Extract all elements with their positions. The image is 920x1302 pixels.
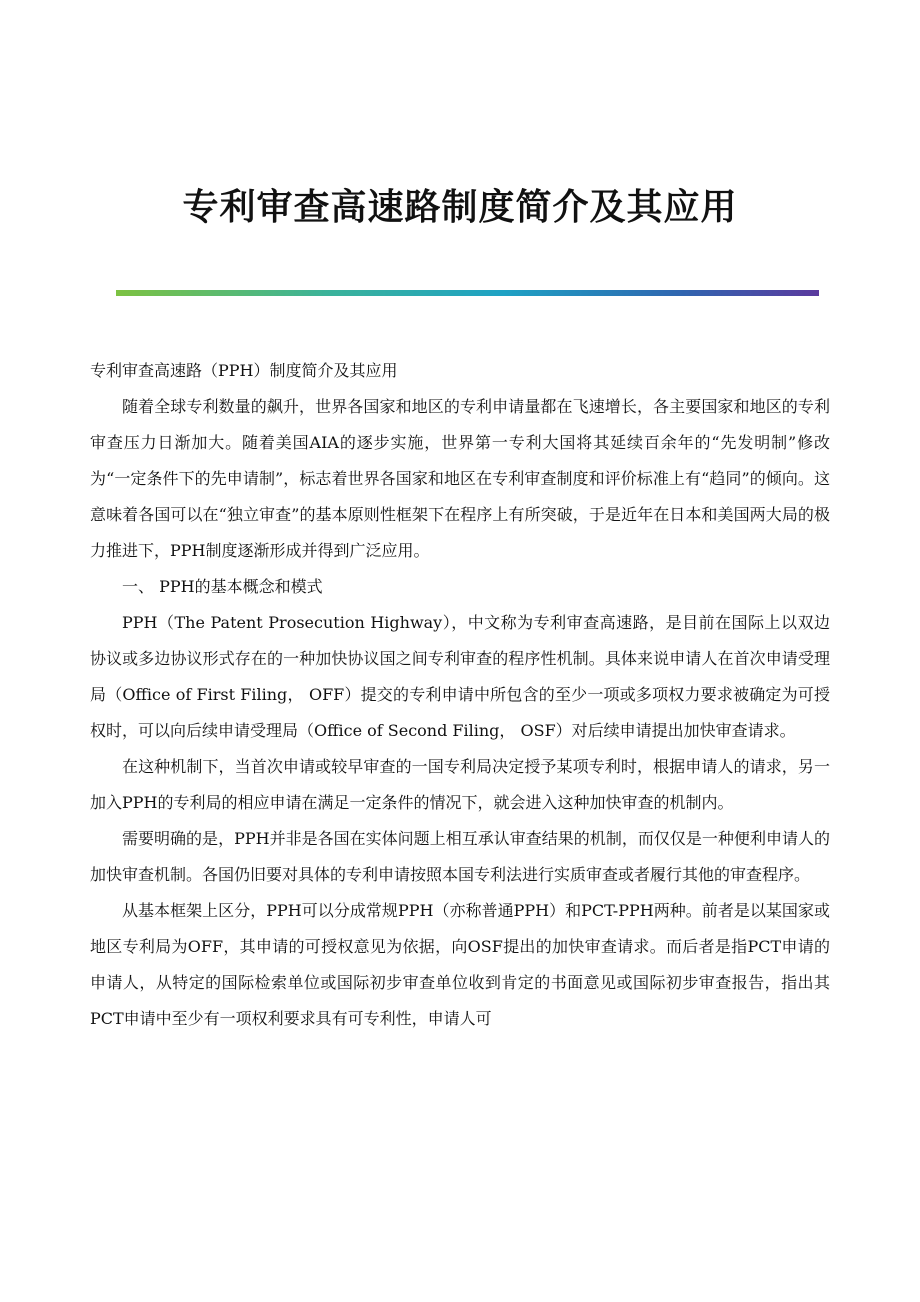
document-subtitle: 专利审查高速路（PPH）制度简介及其应用 [90,361,398,380]
paragraph-intro: 随着全球专利数量的飙升，世界各国家和地区的专利申请量都在飞速增长，各主要国家和地区的专利审查压力日渐加大。随着美国AIA的逐步实施，世界第一专利大国将其延续百余年的“先发明制”修改为“一定条件下的先申请制”，标志着世界各国家和地区在专利审查制度和评价标准上有“趋同”的倾向。这意味着各国可以在“独立审查”的基本原则性框架下在程序上有所突破，于是近年在日本和美国两大局的极力推进下，PPH制度逐渐形成并得到广泛应用。 [90,397,830,560]
document-body [90,353,830,1037]
paragraph-mechanism: 在这种机制下，当首次申请或较早审查的一国专利局决定授予某项专利时，根据申请人的请求，另一加入PPH的专利局的相应申请在满足一定条件的情况下，就会进入这种加快审查的机制内。 [90,757,830,812]
paragraph-clarification: 需要明确的是，PPH并非是各国在实体问题上相互承认审查结果的机制，而仅仅是一种便利申请人的加快审查机制。各国仍旧要对具体的专利申请按照本国专利法进行实质审查或者履行其他的审查程序。 [90,829,830,884]
document-title: 专利审查高速路制度简介及其应用 [182,187,738,228]
section-heading-1: 一、 PPH的基本概念和模式 [122,577,323,596]
paragraph-pph-definition: PPH（The Patent Prosecution Highway），中文称为专利审查高速路，是目前在国际上以双边协议或多边协议形式存在的一种加快协议国之间专利审查的程序性机制。具体来说申请人在首次申请受理局（Office of First Filing， OFF）提交的专利申请中所包含的至少一项或多项权力要求被确定为可授权时，可以向后续申请受理局（Office of Second Filing， OSF）对后续申请提出加快审查请求。 [90,613,830,740]
title-gradient-rule [116,290,819,296]
paragraph-framework: 从基本框架上区分，PPH可以分成常规PPH（亦称普通PPH）和PCT-PPH两种。前者是以某国家或地区专利局为OFF，其申请的可授权意见为依据，向OSF提出的加快审查请求。而后者是指PCT申请的申请人，从特定的国际检索单位或国际初步审查单位收到肯定的书面意见或国际初步审查报告，指出其PCT申请中至少有一项权利要求具有可专利性，申请人可 [90,901,830,1028]
